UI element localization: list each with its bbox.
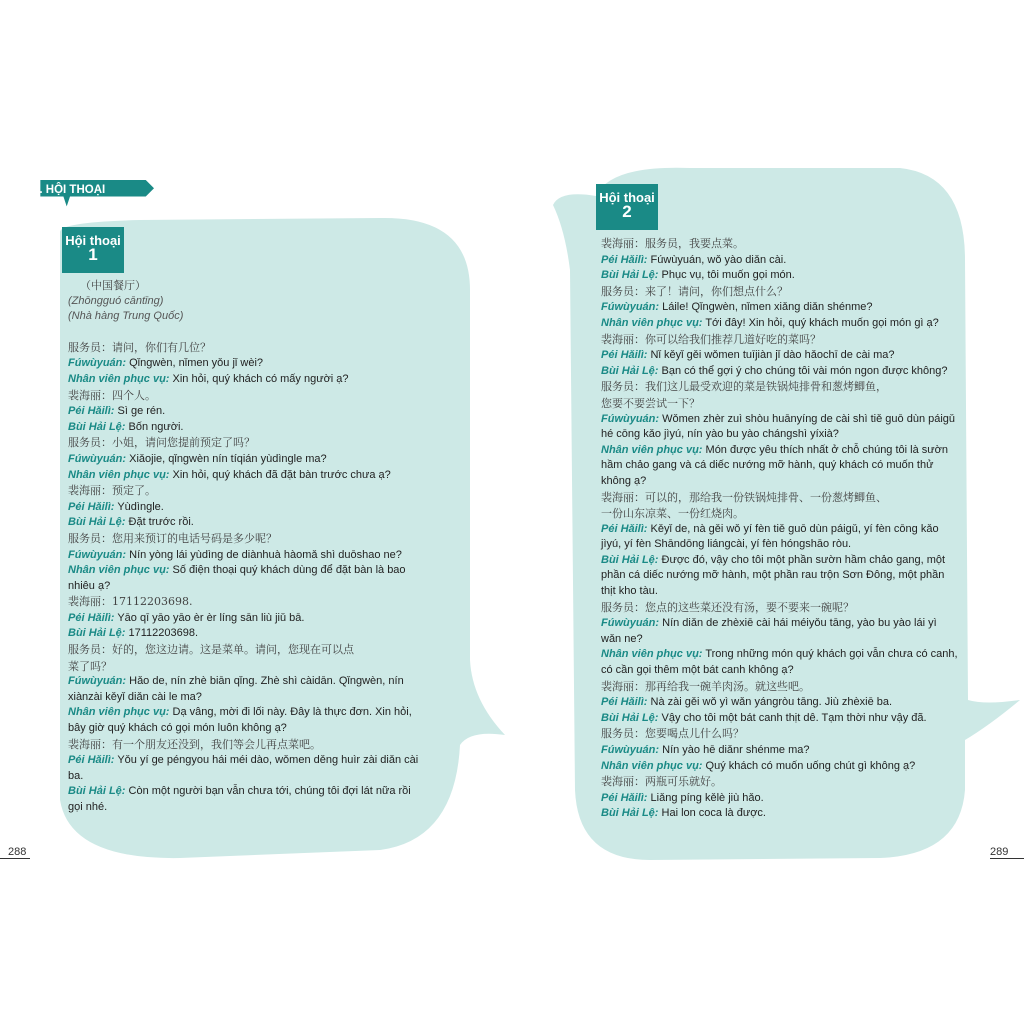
line-text: Món được yêu thích nhất ở chỗ chúng tôi là sườn xyxy=(702,443,948,456)
dialogue-2-lines xyxy=(601,236,971,822)
page-number-left: 288 xyxy=(8,846,27,858)
speaker-label: Péi Hǎilì: xyxy=(601,349,648,362)
line-text: Wǒmen zhèr zuì shòu huānyíng de cài shì tiě guō dùn páigǔ xyxy=(659,412,956,425)
dialogue-line-py xyxy=(601,522,971,538)
speaker-label: Nhân viên phục vụ: xyxy=(68,468,170,481)
speaker-label: Fúwùyuán: xyxy=(601,301,660,314)
dialogue-line-py xyxy=(601,791,971,807)
dialogue-line-vi xyxy=(601,443,971,459)
line-text: 请问，你们有几位？ xyxy=(112,340,211,354)
line-text: Dạ vâng, mời đi lối này. Đây là thực đơn. Xin hỏi, xyxy=(169,706,412,719)
dialogue-line-zh xyxy=(601,379,971,396)
line-text: 服务员，我要点菜。 xyxy=(645,237,744,250)
dialogue-line-zh xyxy=(601,236,971,253)
dialogue-1-text xyxy=(68,278,458,816)
dialogue-line-zh xyxy=(601,774,971,791)
line-text: Nín yào hē diǎnr shénme ma? xyxy=(659,744,810,756)
speaker-label: Nhân viên phục vụ: xyxy=(601,759,703,772)
line-text: Hǎo de, nín zhè biān qǐng. Zhè shì càidān. Qǐngwèn, nín xyxy=(126,675,404,688)
page-rule-left xyxy=(0,858,30,859)
dialogue-line-vi xyxy=(601,364,971,380)
line-continuation: gọi nhé. xyxy=(68,801,108,813)
speaker-label: 服务员： xyxy=(601,727,645,741)
speaker-label: Péi Hǎilì: xyxy=(68,754,115,767)
dialogue-line-zh xyxy=(68,435,458,452)
line-text: Liǎng píng kělè jiù hǎo. xyxy=(647,791,764,804)
line-text: 小姐，请问您提前预定了吗？ xyxy=(112,436,255,450)
line-continuation: không ạ? xyxy=(601,474,647,487)
dialogue-1-tag-number: 1 xyxy=(88,245,98,264)
speaker-label: 裴海丽： xyxy=(68,737,112,751)
speaker-label: 服务员： xyxy=(601,380,645,394)
line-text: 来了！请问，你们想点什么？ xyxy=(645,284,788,298)
line-text: 有一个朋友还没到，我们等会儿再点菜吧。 xyxy=(112,737,321,751)
speaker-label: Nhân viên phục vụ: xyxy=(601,648,703,661)
line-text: 我们这儿最受欢迎的菜是铁锅炖排骨和葱烤鲫鱼， xyxy=(645,380,887,394)
dialogue-line-py xyxy=(601,695,971,711)
line-text: 好的，您这边请。这是菜单。请问，您现在可以点 xyxy=(112,643,354,657)
speaker-label: Nhân viên phục vụ: xyxy=(68,564,170,577)
speaker-label: Péi Hǎilì: xyxy=(68,405,115,418)
dialogue-line-py xyxy=(601,412,971,428)
dialogue-line-zh xyxy=(601,332,971,349)
dialogue-line-py xyxy=(601,300,971,316)
dialogue-1-lines xyxy=(68,340,458,816)
line-continuation: thịt kho tàu. xyxy=(601,585,658,598)
speaker-label: Bùi Hải Lệ: xyxy=(601,807,659,820)
dialogue-line-zh xyxy=(601,284,971,301)
dialogue-line-vi xyxy=(68,420,458,436)
line-text: 您点的这些菜还没有汤，要不要来一碗呢？ xyxy=(645,600,854,614)
speaker-label: Péi Hǎilì: xyxy=(601,522,648,535)
speaker-label: Fúwùyuán: xyxy=(68,357,127,370)
line-continuation: 菜了吗？ xyxy=(68,659,112,673)
speaker-label: Péi Hǎilì: xyxy=(68,500,115,513)
speaker-label: 服务员： xyxy=(68,340,112,354)
speaker-label: Nhân viên phục vụ: xyxy=(601,316,703,329)
line-text: Yùdìngle. xyxy=(114,500,164,513)
dialogue-2-tag-number: 2 xyxy=(622,202,632,221)
line-continuation: wǎn ne? xyxy=(601,632,643,645)
line-text: Nín yòng lái yùdìng de diànhuà hàomǎ shì duōshao ne? xyxy=(126,548,402,561)
speaker-label: 服务员： xyxy=(68,436,112,450)
line-text: Sì ge rén. xyxy=(114,405,166,418)
dialogue-line-py xyxy=(601,253,971,269)
speaker-label: Péi Hǎilì: xyxy=(601,791,648,804)
line-continuation: 一份山东凉菜、一份红烧肉。 xyxy=(601,507,744,521)
line-text: 预定了。 xyxy=(112,484,156,498)
speaker-label: Bùi Hải Lệ: xyxy=(601,269,659,282)
speaker-label: Nhân viên phục vụ: xyxy=(68,372,170,385)
line-text: 可以的，那给我一份铁锅炖排骨、一份葱烤鲫鱼、 xyxy=(645,490,887,504)
dialogue-2-tag-word: Hội thoại xyxy=(599,190,655,205)
dialogue-1-tag-word: Hội thoại xyxy=(65,233,121,248)
dialogue-line-py xyxy=(68,753,458,769)
line-text: Nín diǎn de zhèxiē cài hái méiyǒu tāng, yào bu yào lái yì xyxy=(659,617,937,630)
line-text: 您用来预订的电话号码是多少呢？ xyxy=(112,531,277,545)
dialogue-line-vi xyxy=(601,711,971,727)
setting-chinese: （中国餐厅） xyxy=(80,279,146,292)
speaker-label: Fúwùyuán: xyxy=(68,675,127,688)
dialogue-line-py xyxy=(601,616,971,632)
line-continuation: nhiêu ạ? xyxy=(68,579,111,592)
line-continuation: có cần gọi thêm một bát canh không ạ? xyxy=(601,664,794,677)
line-text: Vậy cho tôi một bát canh thịt dê. Tạm thời như vậy đã. xyxy=(658,711,927,724)
speaker-label: Bùi Hải Lệ: xyxy=(68,516,126,529)
dialogue-line-py xyxy=(68,404,458,420)
line-continuation: ba. xyxy=(68,769,84,782)
line-continuation: hé cōng kǎo jìyú, nín yào bu yào chángshì yíxià? xyxy=(601,428,839,441)
speaker-label: Fúwùyuán: xyxy=(601,744,660,756)
line-continuation: bây giờ quý khách có gọi món luôn không ạ? xyxy=(68,722,287,735)
line-text: Nà zài gěi wǒ yì wǎn yángròu tāng. Jiù zhèxiē ba. xyxy=(647,696,893,709)
line-text: Được đó, vậy cho tôi một phần sườn hầm chảo gang, một xyxy=(658,553,946,566)
speaker-label: Fúwùyuán: xyxy=(68,452,127,465)
line-continuation: 您要不要尝试一下？ xyxy=(601,396,700,410)
speaker-label: 服务员： xyxy=(601,284,645,298)
line-text: Xin hỏi, quý khách đã đặt bàn trước chưa ạ? xyxy=(169,468,391,481)
dialogue-line-py xyxy=(68,674,458,690)
line-text: 那再给我一碗羊肉汤。就这些吧。 xyxy=(645,679,810,693)
line-text: Hai lon coca là được. xyxy=(658,807,766,820)
speaker-label: 裴海丽： xyxy=(601,775,645,789)
line-continuation: hầm chảo gang và cá diếc nướng mỡ hành, quý khách có muốn thử xyxy=(601,459,934,472)
speaker-label: Péi Hǎilì: xyxy=(68,611,115,624)
dialogue-line-vi xyxy=(68,705,458,721)
speaker-label: Péi Hǎilì: xyxy=(601,696,648,709)
dialogue-line-zh xyxy=(68,594,458,611)
line-text: Xiǎojie, qǐngwèn nín tíqián yùdìngle ma? xyxy=(126,452,327,465)
line-text: Fúwùyuán, wǒ yào diǎn cài. xyxy=(647,253,787,266)
dialogue-line-py xyxy=(68,611,458,627)
setting-pinyin: (Zhōngguó cāntīng) xyxy=(68,294,164,307)
speaker-label: Bùi Hải Lệ: xyxy=(68,420,126,433)
speaker-label: 裴海丽： xyxy=(601,490,645,504)
dialogue-line-zh xyxy=(68,531,458,548)
dialogue-line-vi xyxy=(68,563,458,579)
speaker-label: 服务员： xyxy=(68,643,112,657)
line-text: 四个人。 xyxy=(112,388,156,402)
line-continuation: xiànzài kěyǐ diǎn cài le ma? xyxy=(68,690,202,703)
speaker-label: Bùi Hải Lệ: xyxy=(601,364,659,377)
line-text: Nǐ kěyǐ gěi wǒmen tuījiàn jǐ dào hǎochī de cài ma? xyxy=(647,349,895,362)
line-text: Tới đây! Xin hỏi, quý khách muốn gọi món gì ạ? xyxy=(702,316,939,329)
speaker-label: 裴海丽： xyxy=(601,679,645,693)
line-text: Trong những món quý khách gọi vẫn chưa có canh, xyxy=(702,648,958,661)
speaker-label: Péi Hǎilì: xyxy=(601,253,648,266)
line-text: Số điện thoại quý khách dùng để đặt bàn là bao xyxy=(169,564,406,577)
line-text: Đặt trước rồi. xyxy=(125,516,194,529)
line-continuation: phần cá diếc nướng mỡ hành, một phần rau trộn Sơn Đông, một phần xyxy=(601,569,945,582)
section-title: II. HỘI THOẠI xyxy=(33,184,106,196)
line-text: Yāo qī yāo yāo èr èr líng sān liù jiǔ bā. xyxy=(114,611,305,624)
dialogue-line-vi xyxy=(68,626,458,642)
dialogue-2-tag xyxy=(596,184,658,230)
speaker-label: 服务员： xyxy=(601,600,645,614)
dialogue-line-vi xyxy=(68,372,458,388)
speaker-label: 裴海丽： xyxy=(68,595,112,609)
page-number-right: 289 xyxy=(990,846,1009,858)
speaker-label: Fúwùyuán: xyxy=(601,617,660,630)
dialogue-line-zh xyxy=(601,726,971,743)
speaker-label: 裴海丽： xyxy=(68,484,112,498)
dialogue-line-zh xyxy=(601,679,971,696)
line-text: 17112203698. xyxy=(112,595,193,609)
dialogue-line-vi xyxy=(601,553,971,569)
dialogue-line-zh xyxy=(68,340,458,357)
speaker-label: Bùi Hải Lệ: xyxy=(601,553,659,566)
line-continuation: jìyú, yí fèn Shāndōng liángcài, yí fèn hóngshāo ròu. xyxy=(601,538,852,551)
speaker-label: Bùi Hải Lệ: xyxy=(68,627,126,640)
line-text: Qǐngwèn, nǐmen yǒu jǐ wèi? xyxy=(126,357,264,370)
dialogue-1-tag xyxy=(62,227,124,273)
line-text: 17112203698. xyxy=(125,627,199,640)
dialogue-line-py xyxy=(68,452,458,468)
speaker-label: Bùi Hải Lệ: xyxy=(601,711,659,724)
dialogue-line-zh xyxy=(68,737,458,754)
speaker-label: 服务员： xyxy=(68,531,112,545)
line-text: 你可以给我们推荐几道好吃的菜吗？ xyxy=(645,332,821,346)
dialogue-line-py xyxy=(68,548,458,564)
dialogue-line-zh xyxy=(68,388,458,405)
dialogue-line-vi xyxy=(601,647,971,663)
speaker-label: 裴海丽： xyxy=(68,388,112,402)
line-text: Yǒu yí ge péngyou hái méi dào, wǒmen děng huìr zài diǎn cài xyxy=(114,754,419,767)
dialogue-line-vi xyxy=(601,316,971,332)
dialogue-line-zh xyxy=(68,483,458,500)
speaker-label: 裴海丽： xyxy=(601,237,645,250)
dialogue-line-zh xyxy=(68,642,458,659)
dialogue-line-zh xyxy=(601,490,971,507)
dialogue-line-py xyxy=(601,743,971,759)
setting-vietnamese: (Nhà hàng Trung Quốc) xyxy=(68,310,184,323)
speaker-label: Fúwùyuán: xyxy=(68,548,127,561)
dialogue-line-vi xyxy=(601,759,971,775)
dialogue-2-text xyxy=(601,236,971,822)
page-rule-right xyxy=(990,858,1024,859)
dialogue-line-vi xyxy=(601,806,971,822)
line-text: Láile! Qǐngwèn, nǐmen xiǎng diǎn shénme? xyxy=(659,301,873,314)
speaker-label: Fúwùyuán: xyxy=(601,412,660,425)
line-text: Còn một người bạn vẫn chưa tới, chúng tôi đợi lát nữa rồi xyxy=(125,785,411,798)
line-text: 两瓶可乐就好。 xyxy=(645,775,722,789)
speaker-label: Bùi Hải Lệ: xyxy=(68,785,126,798)
line-text: Kěyǐ de, nà gěi wǒ yí fèn tiě guō dùn páigǔ, yí fèn cōng kǎo xyxy=(647,522,939,535)
line-text: Bạn có thể gợi ý cho chúng tôi vài món ngon được không? xyxy=(658,364,948,377)
dialogue-line-vi xyxy=(601,268,971,284)
line-text: Bốn người. xyxy=(125,420,184,433)
speaker-label: Nhân viên phục vụ: xyxy=(601,443,703,456)
speaker-label: Nhân viên phục vụ: xyxy=(68,706,170,719)
dialogue-line-vi xyxy=(68,515,458,531)
line-text: Phục vụ, tôi muốn gọi món. xyxy=(658,269,795,282)
dialogue-line-py xyxy=(68,500,458,516)
dialogue-line-vi xyxy=(68,468,458,484)
line-text: 您要喝点儿什么吗？ xyxy=(645,727,744,741)
dialogue-line-py xyxy=(68,356,458,372)
dialogue-line-zh xyxy=(601,600,971,617)
dialogue-line-py xyxy=(601,348,971,364)
line-text: Xin hỏi, quý khách có mấy người ạ? xyxy=(169,372,349,385)
dialogue-line-vi xyxy=(68,784,458,800)
speaker-label: 裴海丽： xyxy=(601,332,645,346)
line-text: Quý khách có muốn uống chút gì không ạ? xyxy=(702,759,916,772)
